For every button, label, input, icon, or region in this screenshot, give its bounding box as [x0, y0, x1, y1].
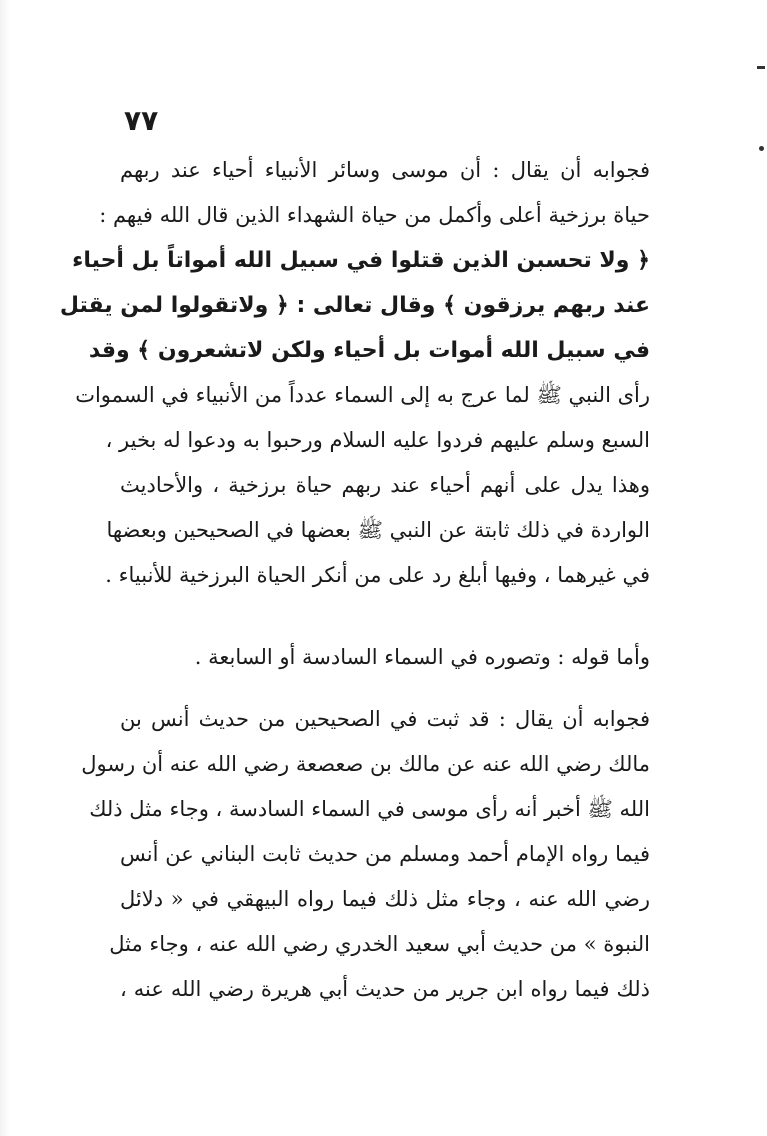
- quran-verse-line: في سبيل الله أموات بل أحياء ولكن لاتشعرون ﴾ وقد: [88, 338, 650, 363]
- paragraph-question: [120, 635, 650, 680]
- text-line: في غيرهما ، وفيها أبلغ رد على من أنكر الحياة البرزخية للأنبياء .: [105, 563, 650, 587]
- margin-mark: [757, 66, 765, 69]
- text-line: فجوابه أن يقال : أن موسى وسائر الأنبياء أحياء عند ربهم: [120, 158, 650, 182]
- quran-verse-line: ﴿ ولا تحسبن الذين قتلوا في سبيل الله أمواتاً بل أحياء: [72, 248, 650, 273]
- text-line: النبوة » من حديث أبي سعيد الخدري رضي الله عنه ، وجاء مثل: [109, 932, 650, 956]
- margin-dot: [759, 146, 764, 151]
- paragraph-answer-prophets-alive: [59, 148, 650, 598]
- quran-verse-line: عند ربهم يرزقون ﴾ وقال تعالى : ﴿ ولاتقولوا لمن يقتل: [59, 293, 650, 318]
- text-line: الواردة في ذلك ثابتة عن النبي ﷺ بعضها في الصحيحين وبعضها: [106, 518, 650, 542]
- text-line: فجوابه أن يقال : قد ثبت في الصحيحين من حديث أنس بن: [120, 707, 650, 731]
- page-number: ٧٧: [124, 104, 159, 137]
- paragraph-answer-sixth-heaven: [81, 697, 650, 1012]
- text-line: رأى النبي ﷺ لما عرج به إلى السماء عدداً من الأنبياء في السموات: [75, 383, 650, 407]
- text-line: وهذا يدل على أنهم أحياء عند ربهم حياة برزخية ، والأحاديث: [120, 473, 650, 497]
- text-line: ذلك فيما رواه ابن جرير من حديث أبي هريرة رضي الله عنه ،: [120, 977, 650, 1001]
- text-line: الله ﷺ أخبر أنه رأى موسى في السماء السادسة ، وجاء مثل ذلك: [89, 797, 650, 821]
- question-line: وأما قوله : وتصوره في السماء السادسة أو السابعة .: [194, 645, 650, 669]
- text-line: رضي الله عنه ، وجاء مثل ذلك فيما رواه البيهقي في « دلائل: [120, 887, 650, 911]
- text-line: فيما رواه الإمام أحمد ومسلم من حديث ثابت البناني عن أنس: [120, 842, 650, 866]
- text-line: السبع وسلم عليهم فردوا عليه السلام ورحبوا به ودعوا له بخير ،: [105, 428, 650, 452]
- text-line: مالك رضي الله عنه عن مالك بن صعصعة رضي الله عنه أن رسول: [81, 752, 650, 776]
- text-line: حياة برزخية أعلى وأكمل من حياة الشهداء الذين قال الله فيهم :: [99, 203, 650, 227]
- page-edge-shadow: [0, 0, 10, 1136]
